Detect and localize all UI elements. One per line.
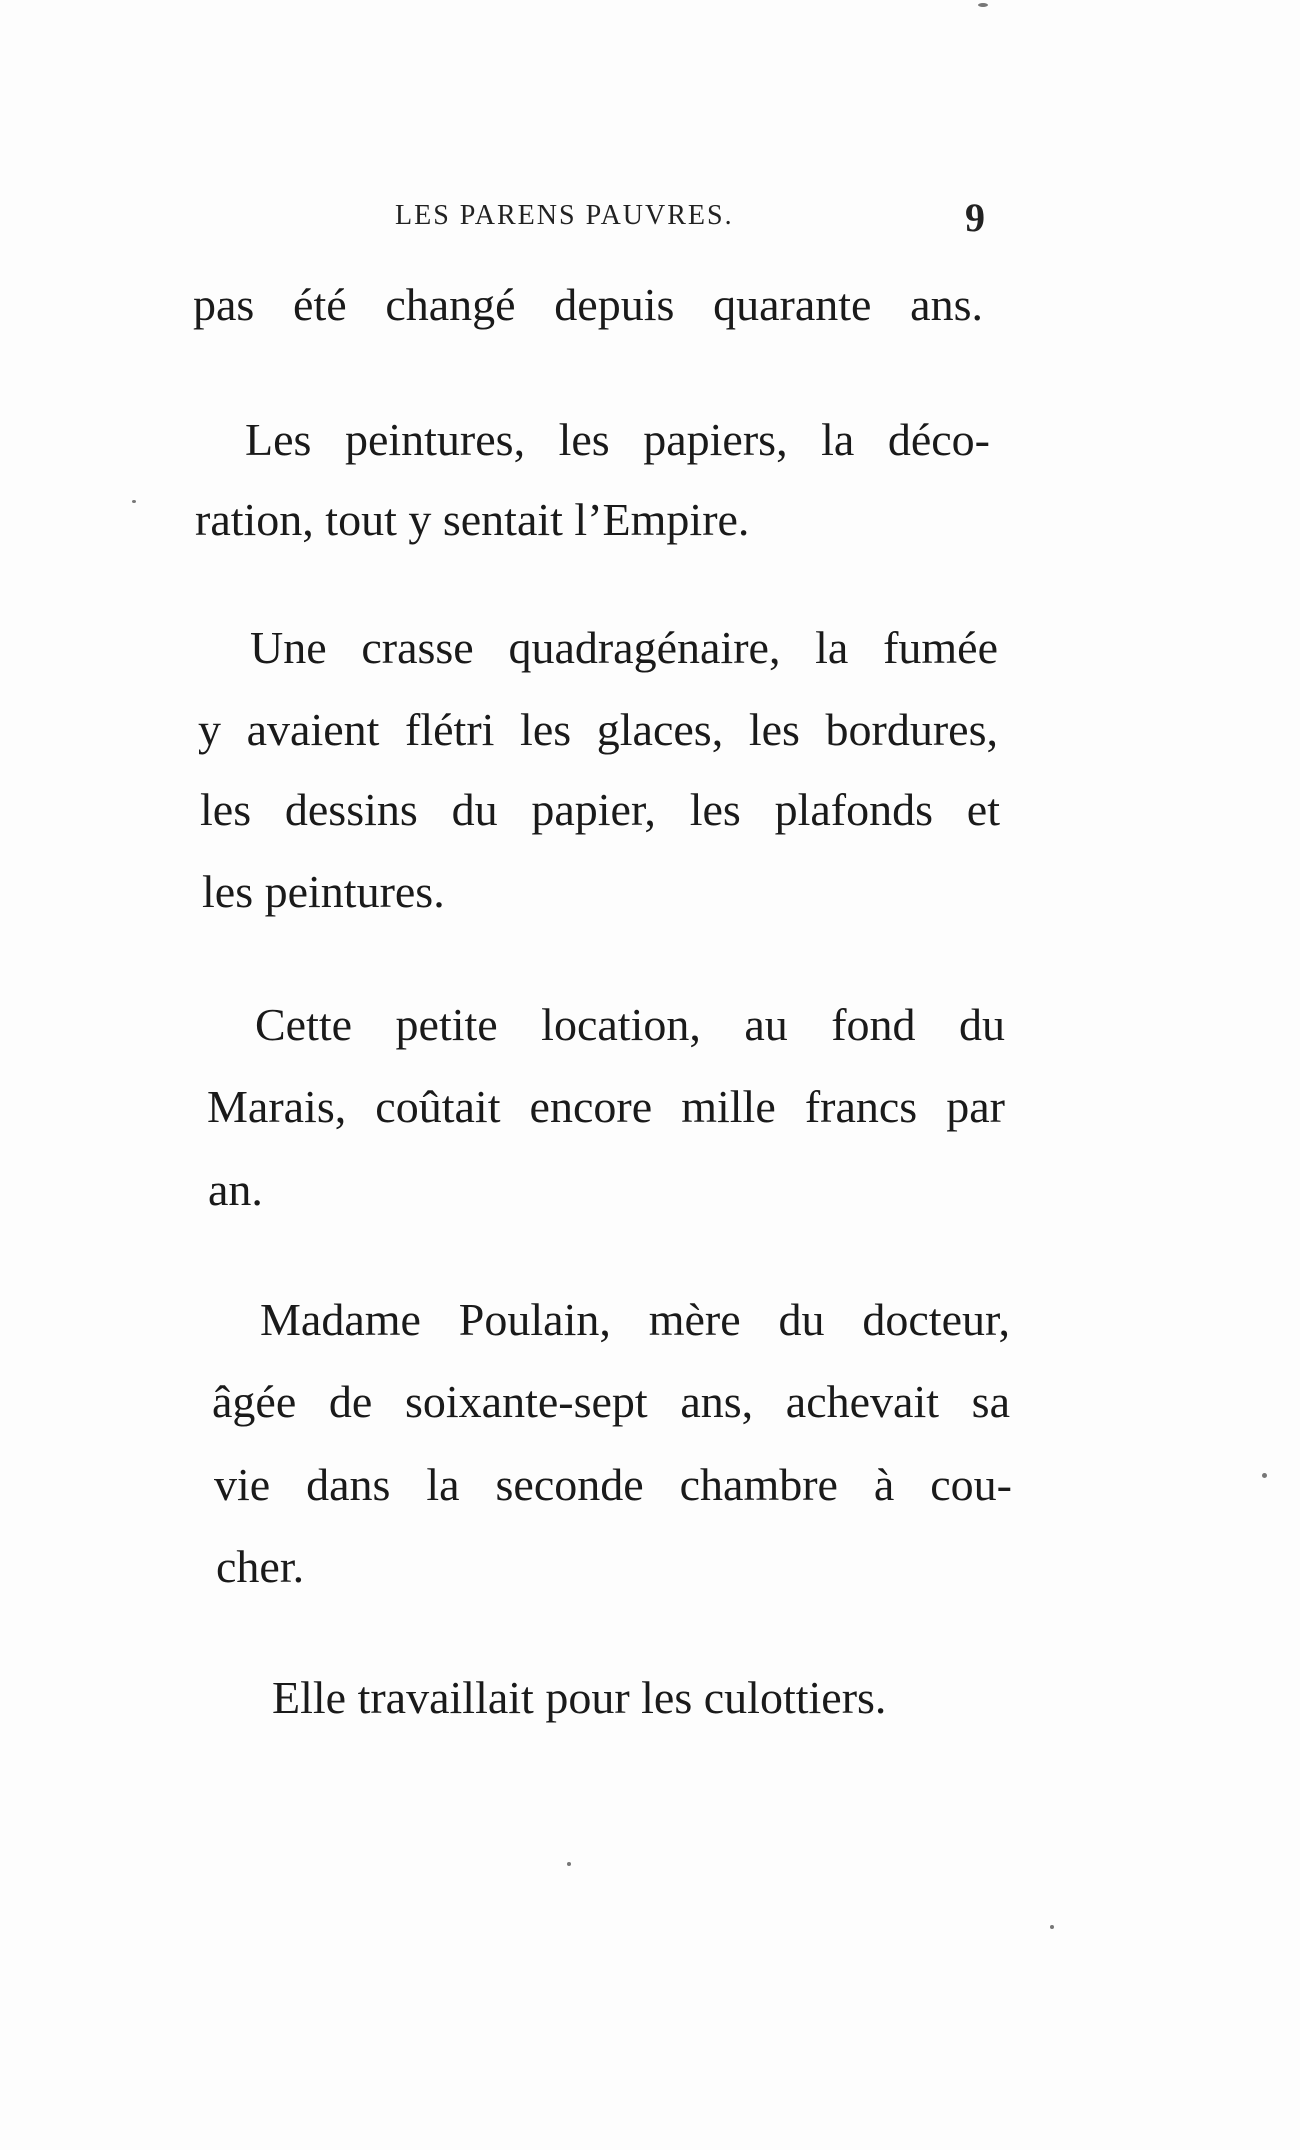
text-line-12: âgée de soixante-sept ans, achevait sa xyxy=(212,1376,1010,1427)
text-line-9: Marais, coûtait encore mille francs par xyxy=(207,1081,1005,1132)
paper-speck xyxy=(1050,1925,1054,1929)
text-line-2: Les peintures, les papiers, la déco- xyxy=(245,414,990,465)
text-line-1: pas été changé depuis quarante ans. xyxy=(193,279,983,330)
text-line-13: vie dans la seconde chambre à cou- xyxy=(214,1459,1012,1510)
text-line-4: Une crasse quadragénaire, la fumée xyxy=(250,622,998,673)
page-number: 9 xyxy=(965,195,985,240)
text-line-15: Elle travaillait pour les culottiers. xyxy=(272,1672,887,1723)
text-line-6: les dessins du papier, les plafonds et xyxy=(200,784,1000,835)
text-line-11: Madame Poulain, mère du docteur, xyxy=(260,1294,1010,1345)
text-line-3: ration, tout y sentait l’Empire. xyxy=(195,494,750,545)
paper-speck xyxy=(978,3,988,7)
text-line-7: les peintures. xyxy=(202,866,445,917)
text-line-8: Cette petite location, au fond du xyxy=(255,999,1005,1050)
paper-speck xyxy=(1262,1473,1267,1478)
text-line-14: cher. xyxy=(216,1541,305,1592)
running-head: LES PARENS PAUVRES. xyxy=(395,200,734,231)
paper-speck xyxy=(132,500,136,503)
text-line-10: an. xyxy=(208,1164,263,1215)
paper-speck xyxy=(567,1862,571,1866)
text-line-5: y avaient flétri les glaces, les bordures, xyxy=(198,704,998,755)
